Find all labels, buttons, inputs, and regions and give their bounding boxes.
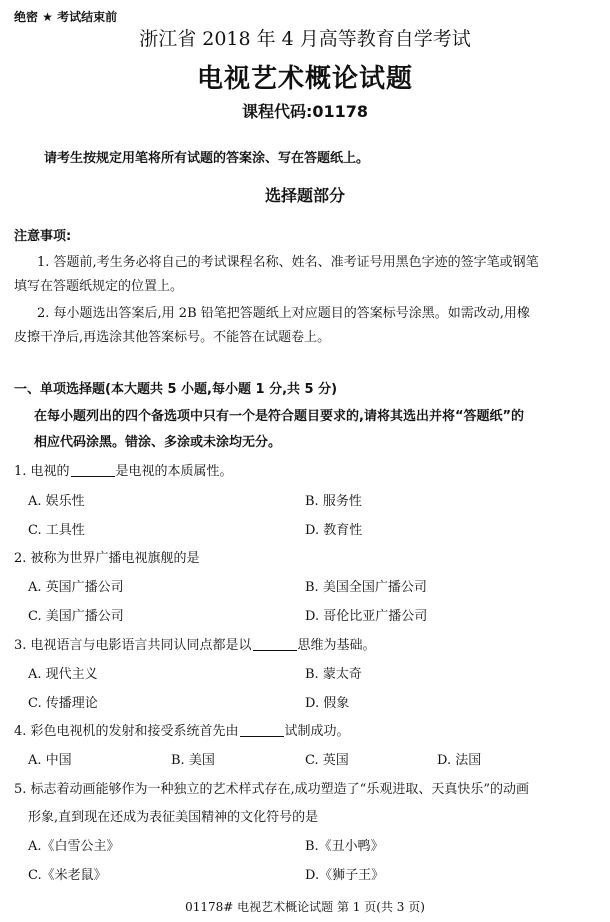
option: B.《丑小鸭》 (305, 839, 384, 854)
question-2-options-row-1 (0, 576, 610, 596)
question-4-options-row (0, 749, 610, 769)
question-1-options-row-2 (0, 519, 610, 539)
note-1-line-1: 1. 答题前,考生务必将自己的考试课程名称、姓名、准考证号用黑色字迹的签字笔或钢笔 (37, 255, 539, 270)
option: B. 美国 (171, 753, 215, 768)
question-1-stem-after: 是电视的本质属性。 (115, 464, 233, 479)
option: B. 服务性 (305, 494, 362, 509)
option: A. 娱乐性 (28, 494, 85, 509)
exam-header: 浙江省 2018 年 4 月高等教育自学考试 (139, 28, 471, 50)
instruction: 请考生按规定用笔将所有试题的答案涂、写在答题纸上。 (44, 151, 370, 166)
course-code: 课程代码:01178 (241, 102, 369, 121)
question-5-options-row-2 (0, 864, 610, 884)
option: D. 教育性 (305, 523, 363, 538)
section-title: 选择题部分 (264, 186, 345, 205)
option: D.《狮子王》 (305, 868, 385, 883)
question-2: 2. 被称为世界广播电视旗舰的是 (14, 551, 200, 566)
option: B. 蒙太奇 (305, 667, 362, 682)
page-footer: 01178# 电视艺术概论试题 第 1 页(共 3 页) (185, 900, 425, 914)
confidential-label: 绝密 ★ 考试结束前 (14, 10, 118, 24)
note-2-line-2: 皮擦干净后,再选涂其他答案标号。不能答在试题卷上。 (14, 330, 331, 345)
option: A.《白雪公主》 (28, 839, 120, 854)
question-5-line-1: 5. 标志着动画能够作为一种独立的艺术样式存在,成功塑造了“乐观进取、天真快乐”的动画 (14, 782, 529, 797)
option: C. 传播理论 (28, 696, 98, 711)
option: A. 英国广播公司 (28, 580, 124, 595)
answer-blank (71, 464, 115, 477)
option: D. 法国 (437, 753, 482, 768)
question-4 (14, 720, 350, 739)
note-1-line-2: 填写在答题纸规定的位置上。 (14, 279, 184, 294)
option: C. 美国广播公司 (28, 609, 124, 624)
answer-blank (253, 638, 297, 651)
question-3-options-row-2 (0, 692, 610, 712)
part-one-directions-line-2: 相应代码涂黑。错涂、多涂或未涂均无分。 (34, 435, 282, 450)
notes-heading: 注意事项: (14, 229, 72, 244)
question-5-options-row-1 (0, 835, 610, 855)
answer-blank (240, 724, 284, 737)
note-2-line-1: 2. 每小题选出答案后,用 2B 铅笔把答题纸上对应题目的答案标号涂黑。如需改动,用橡 (37, 306, 530, 321)
page-title: 电视艺术概论试题 (196, 64, 413, 94)
option: C. 英国 (305, 753, 349, 768)
option: B. 美国全国广播公司 (305, 580, 427, 595)
question-1 (14, 460, 233, 479)
option: D. 哥伦比亚广播公司 (305, 609, 428, 624)
question-2-options-row-2 (0, 605, 610, 625)
part-one-heading: 一、单项选择题(本大题共 5 小题,每小题 1 分,共 5 分) (14, 382, 338, 397)
question-3 (14, 634, 376, 653)
option: C.《米老鼠》 (28, 868, 107, 883)
question-1-options-row-1 (0, 490, 610, 510)
question-4-stem-after: 试制成功。 (284, 724, 350, 739)
question-4-stem-before: 4. 彩色电视机的发射和接受系统首先由 (14, 724, 239, 739)
part-one-directions-line-1: 在每小题列出的四个备选项中只有一个是符合题目要求的,请将其选出并将“答题纸”的 (34, 409, 525, 424)
option: A. 中国 (28, 753, 72, 768)
question-3-stem-after: 思维为基础。 (297, 638, 376, 653)
option: A. 现代主义 (28, 667, 98, 682)
option: C. 工具性 (28, 523, 85, 538)
question-3-options-row-1 (0, 663, 610, 683)
question-1-stem-before: 1. 电视的 (14, 464, 70, 479)
question-5-line-2: 形象,直到现在还成为表征美国精神的文化符号的是 (28, 810, 319, 825)
question-3-stem-before: 3. 电视语言与电影语言共同认同点都是以 (14, 638, 252, 653)
option: D. 假象 (305, 696, 350, 711)
